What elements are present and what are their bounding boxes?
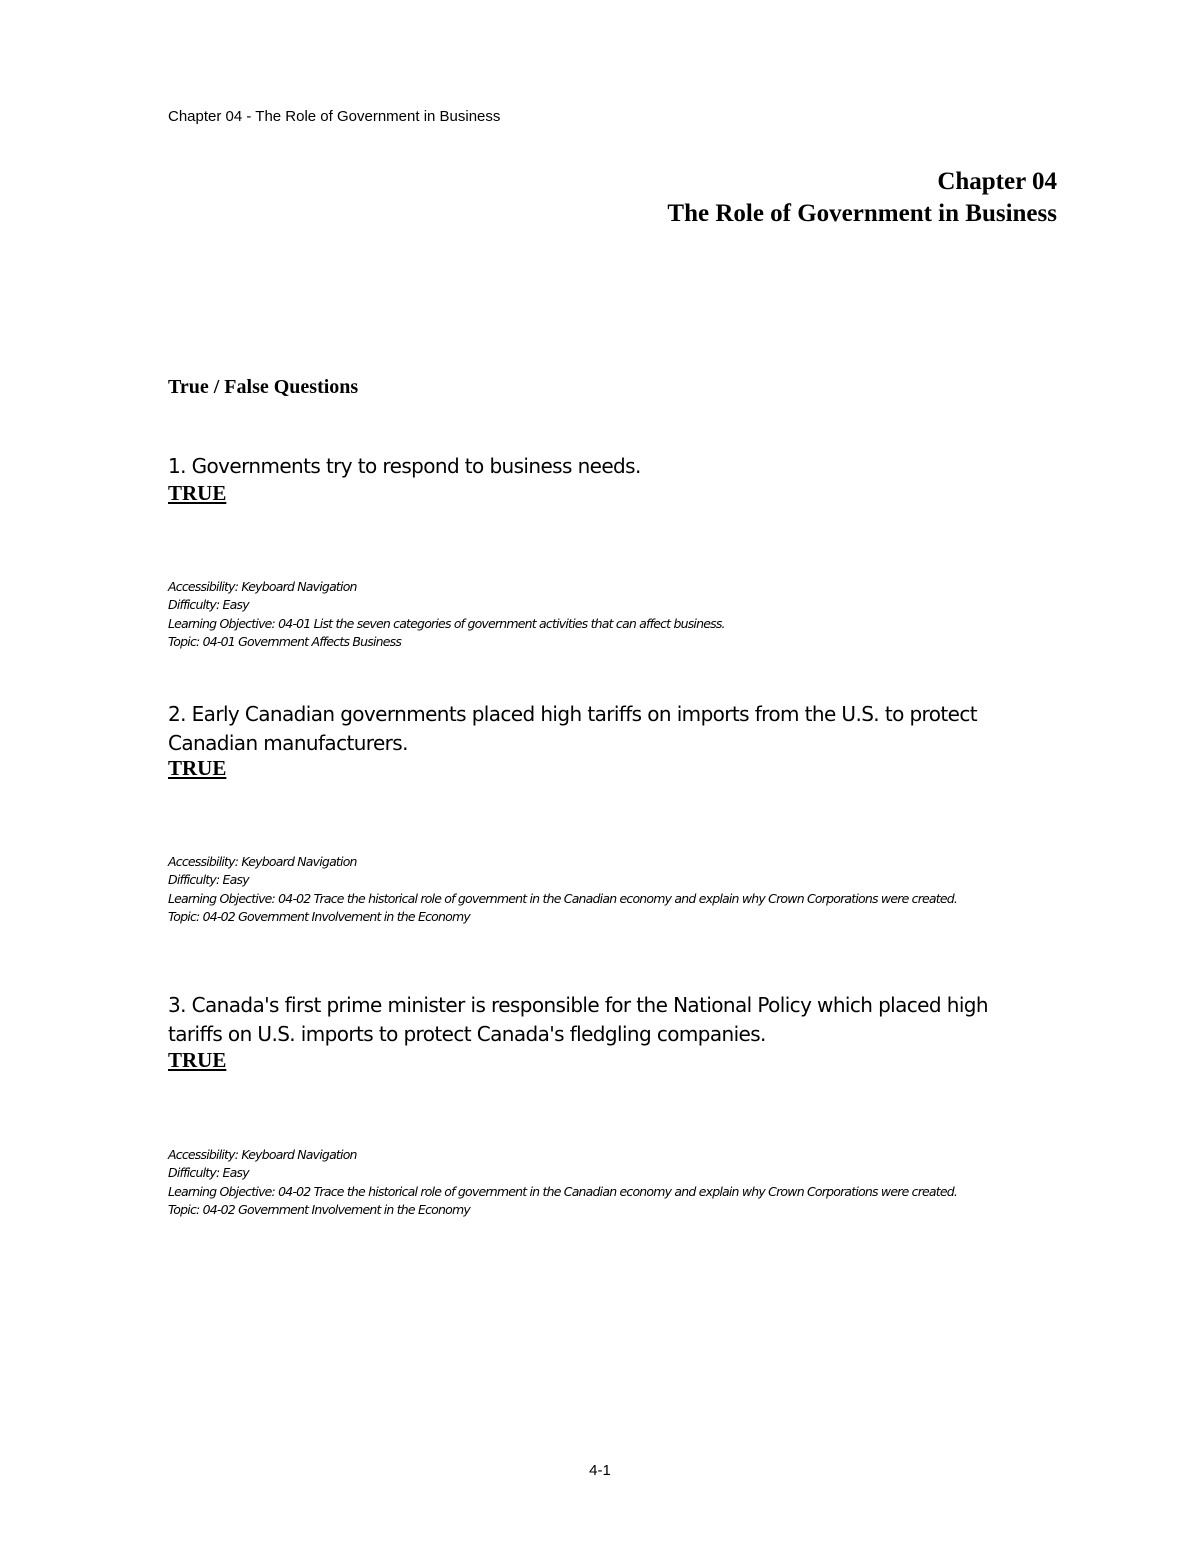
question-metadata	[168, 853, 1048, 926]
meta-learning-objective: Learning Objective: 04-02 Trace the historical role of government in the Canadian economy and explain why Crown Corporations were created.	[168, 1183, 958, 1199]
answer: TRUE	[168, 756, 227, 780]
question-text: 1. Governments try to respond to business needs.	[168, 454, 641, 478]
question-text: 2. Early Canadian governments placed high tariffs on imports from the U.S. to protect Canadian manufacturers.	[168, 702, 977, 755]
question-text: 3. Canada's first prime minister is responsible for the National Policy which placed high tariffs on U.S. imports to protect Canada's fledgling companies.	[168, 993, 988, 1046]
section-heading: True / False Questions	[168, 376, 359, 398]
question-metadata	[168, 578, 1048, 651]
running-header: Chapter 04 - The Role of Government in Business	[168, 108, 501, 125]
meta-accessibility: Accessibility: Keyboard Navigation	[168, 854, 357, 869]
meta-learning-objective: Learning Objective: 04-02 Trace the historical role of government in the Canadian economy and explain why Crown Corporations were created.	[168, 890, 958, 906]
meta-difficulty: Difficulty: Easy	[168, 597, 249, 613]
chapter-number: Chapter 04	[937, 168, 1057, 195]
answer: TRUE	[168, 481, 227, 505]
answer: TRUE	[168, 1048, 227, 1072]
chapter-title: The Role of Government in Business	[667, 200, 1057, 227]
meta-learning-objective: Learning Objective: 04-01 List the seven categories of government activities that can affect business.	[168, 615, 725, 631]
meta-topic: Topic: 04-02 Government Involvement in the Economy	[168, 908, 470, 924]
meta-difficulty: Difficulty: Easy	[168, 1165, 249, 1181]
meta-accessibility: Accessibility: Keyboard Navigation	[168, 1147, 357, 1162]
meta-topic: Topic: 04-02 Government Involvement in the Economy	[168, 1201, 470, 1217]
meta-accessibility: Accessibility: Keyboard Navigation	[168, 579, 357, 594]
page-number: 4-1	[589, 1462, 611, 1479]
question-metadata	[168, 1146, 1048, 1219]
meta-difficulty: Difficulty: Easy	[168, 872, 249, 888]
meta-topic: Topic: 04-01 Government Affects Business	[168, 633, 402, 649]
